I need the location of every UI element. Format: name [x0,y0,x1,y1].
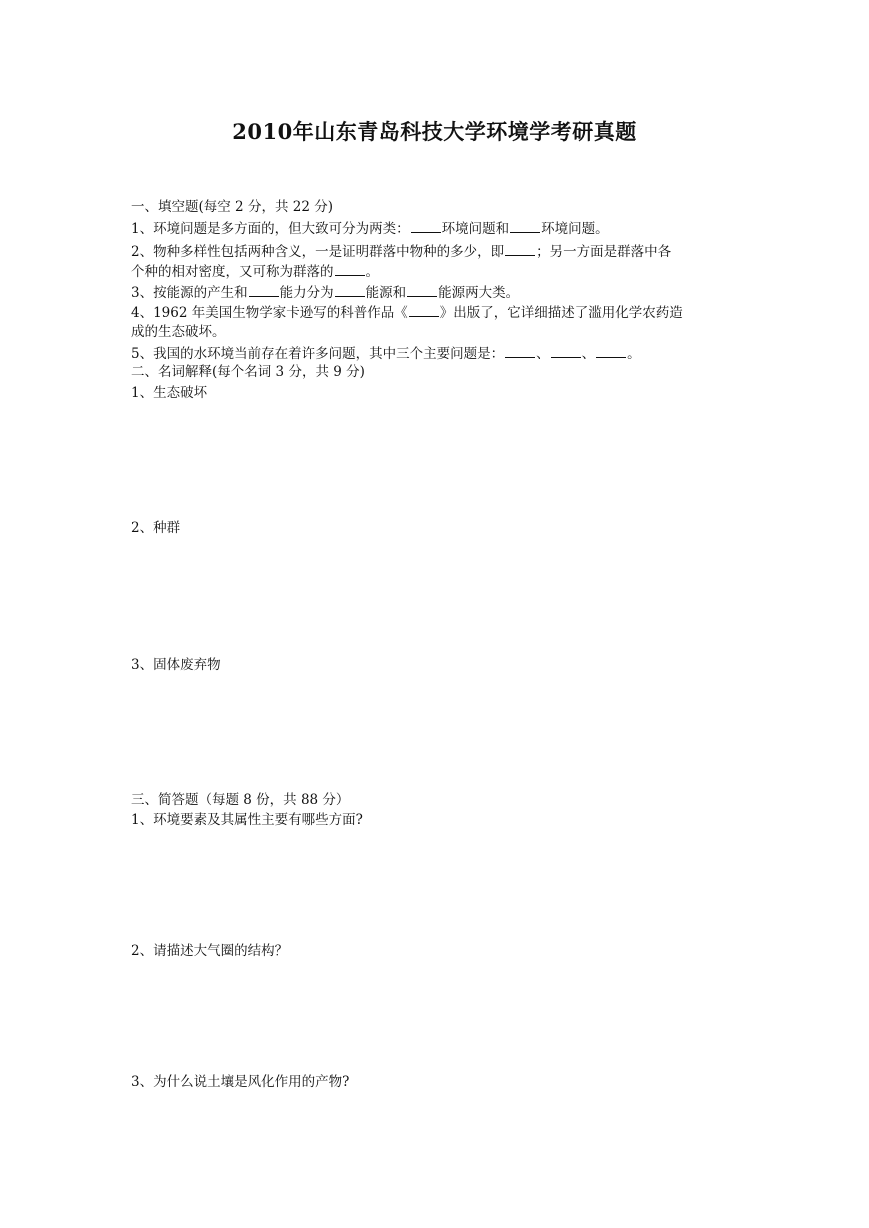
answer-blank[interactable] [551,343,581,358]
question-text: 。 [627,346,641,362]
question-text: 2、物种多样性包括两种含义，一是证明群落中物种的多少，即 [131,244,505,260]
question-text: 》出版了，它详细描述了滥用化学农药造 [439,305,683,321]
question-text: 能源和 [365,285,407,301]
short-answer-item: 3、为什么说土壤是风化作用的产物? [131,1074,350,1090]
document-title: 2010年山东青岛科技大学环境学考研真题 [232,119,637,144]
short-answer-item: 1、环境要素及其属性主要有哪些方面? [131,812,363,828]
question-text: 能源两大类。 [438,285,520,301]
answer-blank[interactable] [505,241,535,256]
answer-blank[interactable] [505,343,535,358]
question-text: 能力分为 [279,285,334,301]
question-1-2-cont [131,261,379,282]
question-text: 环境问题。 [541,221,609,237]
question-text: 5、我国的水环境当前存在着许多问题，其中三个主要问题是： [131,346,505,362]
question-text: ；另一方面是群落中各 [536,244,672,260]
separator: 、 [536,346,550,362]
question-text: 3、按能源的产生和 [131,285,248,301]
question-text: 环境问题和 [441,221,510,237]
short-answer-item: 2、请描述大气圈的结构？ [131,943,289,959]
question-1-4-cont [131,322,226,342]
question-1-2 [131,241,671,262]
separator: 、 [581,346,596,362]
answer-blank[interactable] [407,282,437,297]
term-item: 1、生态破坏 [131,385,208,401]
question-1-3 [131,282,519,303]
answer-blank[interactable] [335,261,365,276]
section3-heading: 三、简答题（每题 8 份，共 88 分） [131,792,350,808]
question-1-5 [131,343,641,364]
answer-blank[interactable] [411,218,441,233]
question-1-1 [131,218,609,239]
term-item: 3、固体废弃物 [131,657,221,673]
question-text: 4、1962 年美国生物学家卡逊写的科普作品《 [131,305,408,321]
answer-blank[interactable] [596,343,626,358]
question-text: 。 [365,264,379,280]
section1-heading: 一、填空题(每空 2 分，共 22 分) [131,199,333,215]
answer-blank[interactable] [335,282,365,297]
question-text: 个种的相对密度，又可称为群落的 [131,264,334,280]
question-text: 成的生态破坏。 [131,324,226,340]
answer-blank[interactable] [510,218,540,233]
question-text: 1、环境问题是多方面的，但大致可分为两类： [131,221,410,237]
question-1-4 [131,302,683,323]
answer-blank[interactable] [249,282,279,297]
answer-blank[interactable] [409,302,439,317]
term-item: 2、种群 [131,520,181,536]
section2-heading: 二、名词解释(每个名词 3 分，共 9 分) [131,364,365,380]
